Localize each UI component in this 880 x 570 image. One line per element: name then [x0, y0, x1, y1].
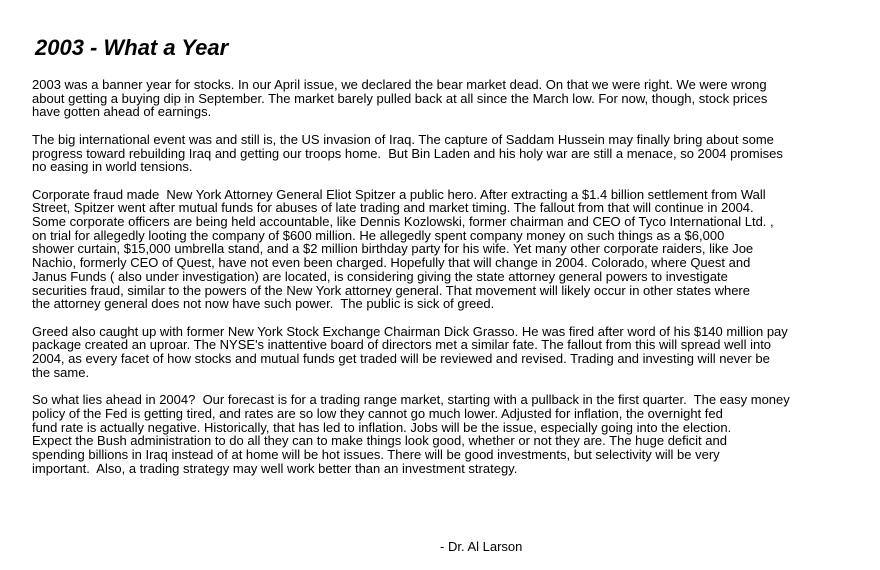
paragraph-outlook-2004	[32, 393, 872, 475]
text-line: package created an uproar. The NYSE's inattentive board of directors met a similar fate. The fallout from this will spread well into	[32, 337, 772, 353]
article-body	[32, 78, 872, 489]
paragraph-grasso	[32, 325, 872, 380]
text-line: Street, Spitzer went after mutual funds for abuses of late trading and market timing. The fallout from that will continue in 2004.	[32, 200, 754, 216]
text-line: Expect the Bush administration to do all they can to make things look good, whether or not they are. The huge deficit and	[32, 433, 727, 449]
text-line: no easing in world tensions.	[32, 159, 193, 175]
author-signature: - Dr. Al Larson	[440, 539, 523, 554]
text-line: Greed also caught up with former New York Stock Exchange Chairman Dick Grasso. He was fired after word of his $140 million pay	[32, 323, 788, 339]
text-line: securities fraud, similar to the powers of the New York attorney general. That movement will likely occur in other states where	[32, 282, 750, 298]
text-line: important. Also, a trading strategy may well work better than an investment strategy.	[32, 460, 518, 476]
text-line: The big international event was and still is, the US invasion of Iraq. The capture of Saddam Hussein may finally bring about some	[32, 131, 774, 147]
paragraph-iraq	[32, 133, 872, 174]
text-line: Corporate fraud made New York Attorney General Eliot Spitzer a public hero. After extracting a $1.4 billion settlement from Wall	[32, 186, 766, 202]
text-line: Janus Funds ( also under investigation) are located, is considering giving the state attorney general powers to investigate	[32, 268, 728, 284]
text-line: policy of the Fed is getting tired, and rates are so low they cannot go much lower. Adjusted for inflation, the overnight fed	[32, 405, 723, 421]
text-line: progress toward rebuilding Iraq and getting our troops home. But Bin Laden and his holy war are still a menace, so 2004 promises	[32, 145, 783, 161]
text-line: on trial for allegedly looting the company of $600 million. He allegedly spent company money on such things as a $6,000	[32, 227, 725, 243]
text-line: spending billions in Iraq instead of at home will be hot issues. There will be good investments, but selectivity will be very	[32, 446, 720, 462]
article-title: 2003 - What a Year	[35, 35, 229, 60]
text-line: have gotten ahead of earnings.	[32, 104, 212, 120]
paragraph-corporate-fraud	[32, 188, 872, 311]
text-line: the same.	[32, 364, 90, 380]
text-line: the attorney general does not now have such power. The public is sick of greed.	[32, 296, 495, 312]
text-line: fund rate is actually negative. Historically, that has led to inflation. Jobs will be the issue, especially going into the election.	[32, 419, 732, 435]
text-line: shower curtain, $15,000 umbrella stand, and a $2 million birthday party for his wife. Yet many other corporate raiders, like Joe	[32, 241, 754, 257]
paragraph-market-recap	[32, 78, 872, 119]
text-line: 2004, as every facet of how stocks and mutual funds get traded will be reviewed and revised. Trading and investing will never be	[32, 351, 770, 367]
text-line: 2003 was a banner year for stocks. In our April issue, we declared the bear market dead. On that we were right. We were wrong	[32, 77, 767, 92]
text-line: So what lies ahead in 2004? Our forecast is for a trading range market, starting with a pullback in the first quarter. The easy money	[32, 392, 790, 408]
text-line: Nachio, formerly CEO of Quest, have not even been charged. Hopefully that will change in 2004. Colorado, where Quest and	[32, 255, 751, 271]
text-line: Some corporate officers are being held accountable, like Dennis Kozlowski, former chairman and CEO of Tyco International Ltd. ,	[32, 214, 774, 229]
text-line: about getting a buying dip in September. The market barely pulled back at all since the March low. For now, though, stock prices	[32, 90, 768, 106]
